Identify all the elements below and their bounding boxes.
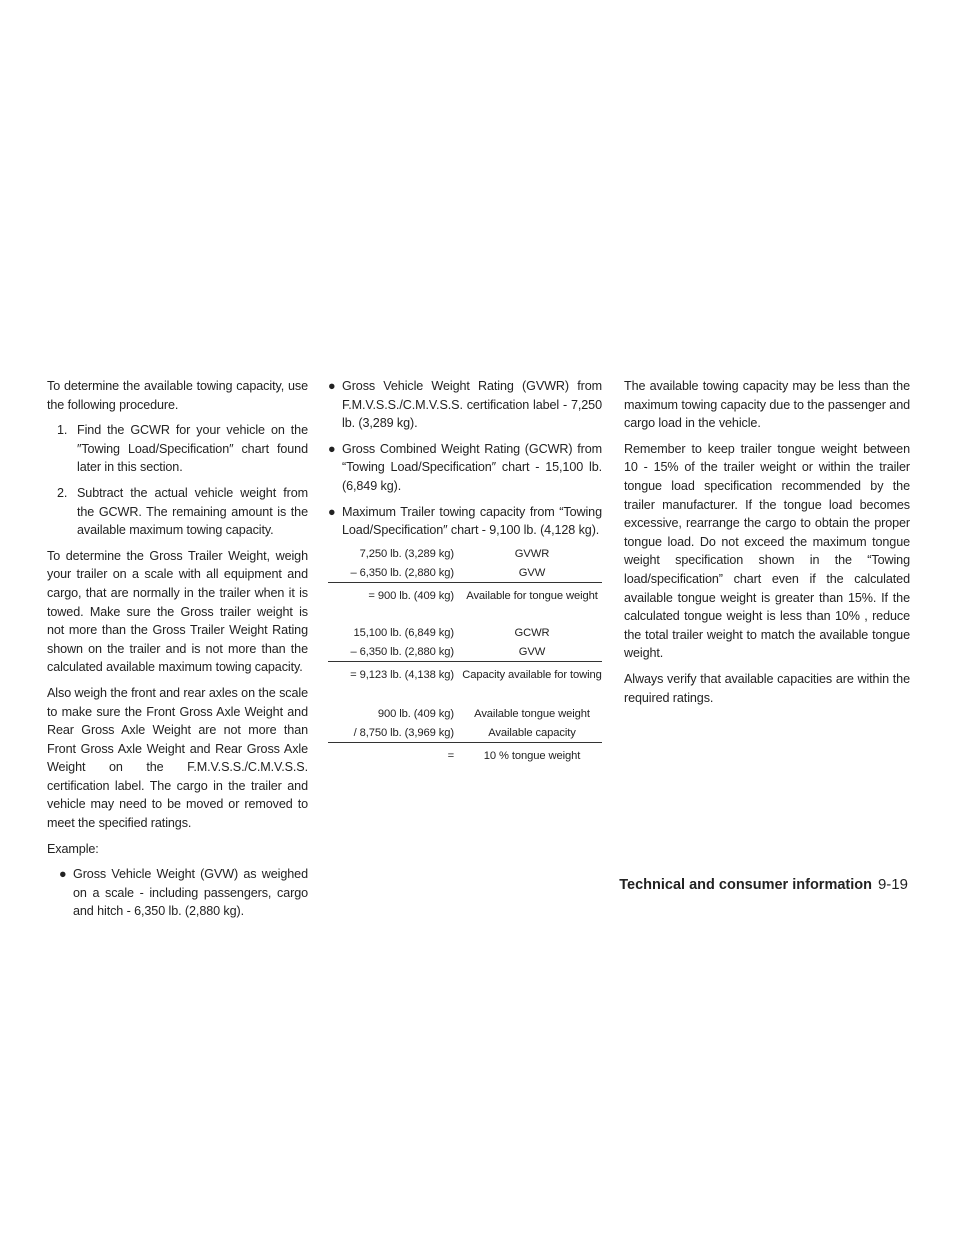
- bullet-max-trailer: [328, 503, 602, 540]
- right-column: [624, 377, 910, 714]
- bullet-text: Gross Vehicle Weight Rating (GVWR) from F.M.V.S.S./C.M.V.S.S. certification label - 7,250 lb. (3,289 kg).: [342, 379, 602, 431]
- capacity-paragraph: The available towing capacity may be less than the maximum towing capacity due to the passenger and cargo load in the vehicle.: [624, 379, 910, 431]
- bullet-gvw: [47, 865, 308, 921]
- calc-label: GVWR: [514, 547, 550, 560]
- tongue-weight-paragraph: Remember to keep trailer tongue weight between 10 - 15% of the trailer weight or within the trailer tongue load specification recommended by the trailer manufacturer. If the tongue load becomes excessive, rearrange the cargo to obtain the proper tongue load. Do not exceed the maximum tongue weight specification shown in the “Towing load/specification” chart even if the calculated available tongue weight is greater than 15%. If the calculated tongue weight is less than 10% , reduce the total trailer weight to match the available tongue weight.: [624, 441, 910, 661]
- step-text: Subtract the actual vehicle weight from the GCWR. The remaining amount is the available maximum towing capacity.: [77, 485, 308, 538]
- calc-label: Available for tongue weight: [466, 589, 598, 602]
- calc-row: [328, 726, 602, 743]
- calc-label: 10 % tongue weight: [483, 749, 581, 762]
- page-number: 9-19: [877, 876, 908, 893]
- calc-result: = 900 lb. (409 kg): [368, 589, 454, 602]
- calc-label: GVW: [518, 645, 546, 658]
- calc-value: – 6,350 lb. (2,880 kg): [350, 566, 454, 579]
- calc-row: [328, 668, 602, 683]
- calc-value: 900 lb. (409 kg): [377, 707, 454, 720]
- gross-trailer-weight-paragraph: To determine the Gross Trailer Weight, weigh your trailer on a scale with all equipment and cargo, that are normally in the trailer when it is towed. Make sure the Gross trailer weight is not more than the Gross Trailer Weight Rating shown on the trailer and is not more than the calculated available maximum towing capacity.: [47, 548, 308, 675]
- bullet-text: Maximum Trailer towing capacity from “Towing Load/Specification″ chart - 9,100 lb. (4,128 kg).: [342, 504, 602, 538]
- bullet-icon: ●: [59, 867, 67, 882]
- bullet-gvwr: [328, 377, 602, 433]
- bullet-text: Gross Vehicle Weight (GVW) as weighed on a scale - including passengers, cargo and hitch - 6,350 lb. (2,880 kg).: [73, 867, 308, 919]
- intro-paragraph: To determine the available towing capacity, use the following procedure.: [47, 379, 308, 412]
- calc-value: 7,250 lb. (3,289 kg): [359, 547, 454, 560]
- spacer: [328, 683, 602, 707]
- calculation-tongue-weight: [328, 547, 602, 764]
- calc-result: = 9,123 lb. (4,138 kg): [350, 668, 454, 681]
- left-column: [47, 377, 308, 928]
- calc-label: GCWR: [514, 626, 550, 639]
- calc-row: [328, 749, 602, 764]
- calc-row: [328, 645, 602, 662]
- middle-column: [328, 377, 602, 764]
- calc-row: [328, 707, 602, 722]
- bullet-gcwr: [328, 440, 602, 496]
- spacer: [328, 604, 602, 626]
- calc-value: – 6,350 lb. (2,880 kg): [350, 645, 454, 658]
- calc-label: GVW: [518, 566, 546, 579]
- step-number: 1.: [57, 423, 68, 438]
- bullet-icon: ●: [328, 379, 336, 393]
- calc-row: [328, 566, 602, 583]
- calc-value: / 8,750 lb. (3,969 kg): [353, 726, 454, 739]
- calc-row: [328, 626, 602, 641]
- calc-label: Available capacity: [488, 726, 576, 739]
- axle-weight-paragraph: Also weigh the front and rear axles on the scale to make sure the Front Gross Axle Weight and Rear Gross Axle Weight are not more than Front Gross Axle Weight and Rear Gross Axle Weight on the F.M.V.S.S./C.M.V.S.S. certification label. The cargo in the trailer and vehicle may need to be moved or removed to meet the specified ratings.: [47, 685, 308, 831]
- step-number: 2.: [57, 485, 68, 500]
- section-title: Technical and consumer information: [619, 877, 872, 893]
- step-2: [47, 484, 308, 540]
- verify-paragraph: Always verify that available capacities are within the required ratings.: [624, 671, 910, 705]
- bullet-icon: ●: [328, 504, 336, 519]
- calc-result: =: [447, 749, 454, 762]
- page-footer: [619, 876, 908, 893]
- example-label: Example:: [47, 841, 99, 856]
- step-1: [47, 421, 308, 477]
- calc-label: Capacity available for towing: [462, 668, 602, 681]
- calc-row: [328, 589, 602, 604]
- calc-label: Available tongue weight: [474, 707, 590, 720]
- calc-value: 15,100 lb. (6,849 kg): [353, 626, 454, 639]
- step-text: Find the GCWR for your vehicle on the ″Towing Load/Specification″ chart found later in this section.: [77, 423, 308, 475]
- calc-row: [328, 547, 602, 562]
- bullet-text: Gross Combined Weight Rating (GCWR) from “Towing Load/Specification″ chart - 15,100 lb. (6,849 kg).: [342, 441, 602, 493]
- bullet-icon: ●: [328, 441, 336, 456]
